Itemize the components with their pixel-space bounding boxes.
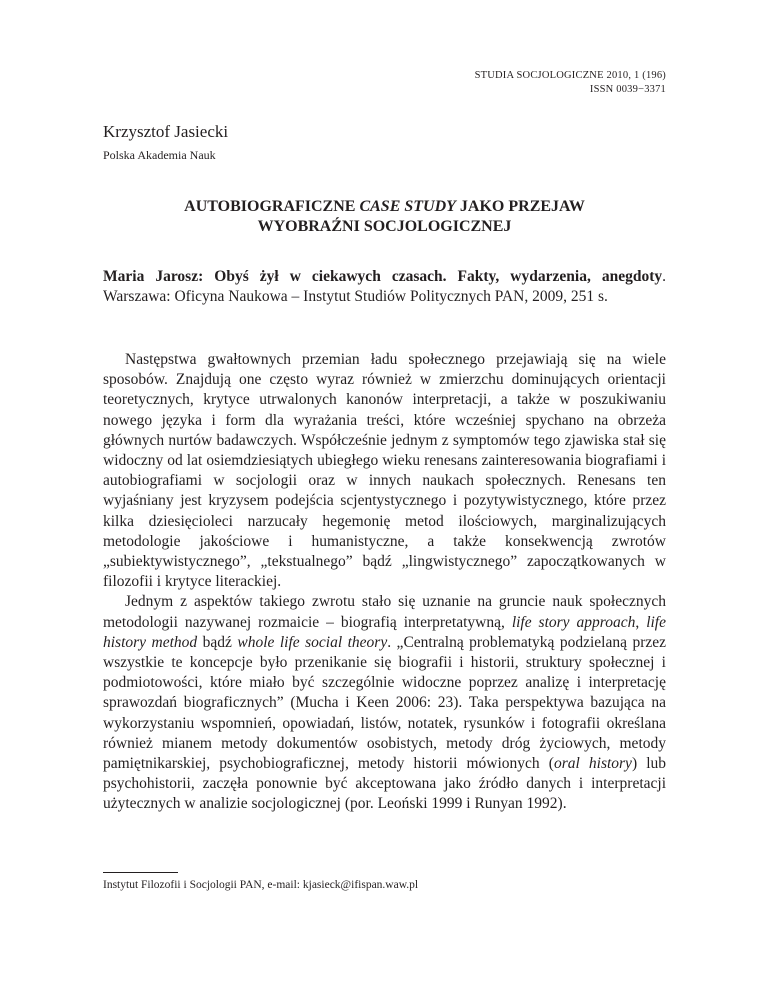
p2-text-4: . „Centralną problematyką podzielaną przez wszystkie te koncepcje było przenikanie się biografii i historii, struktury społecznej i podmiotowości, które miało być szczególnie widoczne poprzez analizę i interpretację sprawozdań biograficznych” (Mucha i Keen 2006: 23). Taka perspektywa bazująca na wykorzystaniu wspomnień, opowiadań, listów, notatek, rysunków i fotografii określana również mianem metody dokumentów osobistych, metody dróg życiowych, metody pamiętnikarskiej, psychobiograficznej, metody historii mówionych ( <box>103 633 666 773</box>
paragraph-2 <box>103 592 666 814</box>
title-line-2: WYOBRAŹNI SOCJOLOGICZNEJ <box>257 218 512 235</box>
author-affiliation: Polska Akademia Nauk <box>103 148 216 162</box>
journal-citation: STUDIA SOCJOLOGICZNE 2010, 1 (196) <box>474 70 666 81</box>
p2-italic-4: oral history <box>553 755 632 773</box>
p2-text-3: bądź <box>197 633 238 651</box>
p2-italic-2: life history method <box>103 613 666 651</box>
title-part-3: JAKO PRZEJAW <box>455 198 585 215</box>
author-name: Krzysztof Jasiecki <box>103 122 229 141</box>
book-publication-info: . Warszawa: Oficyna Naukowa – Instytut Studiów Politycznych PAN, 2009, 251 s. <box>103 268 666 305</box>
footnote: Instytut Filozofii i Socjologii PAN, e-mail: kjasieck@ifispan.waw.pl <box>103 879 419 891</box>
reviewed-book <box>103 267 666 307</box>
title-line-1 <box>103 197 666 217</box>
journal-header <box>475 69 666 97</box>
article-body <box>103 350 666 815</box>
p2-text-1: Jednym z aspektów takiego zwrotu stało się uznanie na gruncie nauk społecznych metodologii nazywanej rozmaicie – biografią interpretatywną, <box>103 593 666 631</box>
title-part-1: AUTOBIOGRAFICZNE <box>184 198 360 215</box>
book-author-title: Maria Jarosz: Obyś żył w ciekawych czasach. Fakty, wydarzenia, anegdoty <box>103 268 663 285</box>
issn: ISSN 0039−3371 <box>589 84 666 95</box>
p2-italic-3: whole life social theory <box>237 633 388 651</box>
footnote-separator <box>103 872 178 873</box>
p2-text-2: , <box>635 613 647 631</box>
article-title <box>103 197 666 237</box>
p2-italic-1: life story approach <box>511 613 636 631</box>
title-italic-part: CASE STUDY <box>359 198 456 215</box>
p2-text-5: ) lub psychohistorii, zaczęła ponownie być akceptowana jako źródło danych i interpretacji użytecznych w analizie socjologicznej (por. Leoński 1999 i Runyan 1992). <box>103 755 667 813</box>
paragraph-1: Następstwa gwałtownych przemian ładu społecznego przejawiają się na wiele sposobów. Znajdują one często wyraz również w zmierzchu dominujących orientacji teoretycznych, krytyce utrwalonych kanonów interpretacji, a także w poszukiwaniu nowego języka i form dla wyrażania treści, które wcześniej spychano na obrzeża głównych nurtów badawczych. Współcześnie jednym z symptomów tego zjawiska stał się widoczny od lat osiemdziesiątych ubiegłego wieku renesans zainteresowania biografiami i autobiografiami w socjologii oraz w innych naukach społecznych. Renesans ten wyjaśniany jest kryzysem podejścia scjentystycznego i pozytywistycznego, które przez kilka dziesięcioleci narzucały hegemonię metod ilościowych, marginalizujących metodologie jakościowe i humanistyczne, a także konsekwencją zwrotów „subiektywistycznego”, „tekstualnego” bądź „lingwistycznego” zapoczątkowanych w filozofii i krytyce literackiej. <box>103 351 666 591</box>
